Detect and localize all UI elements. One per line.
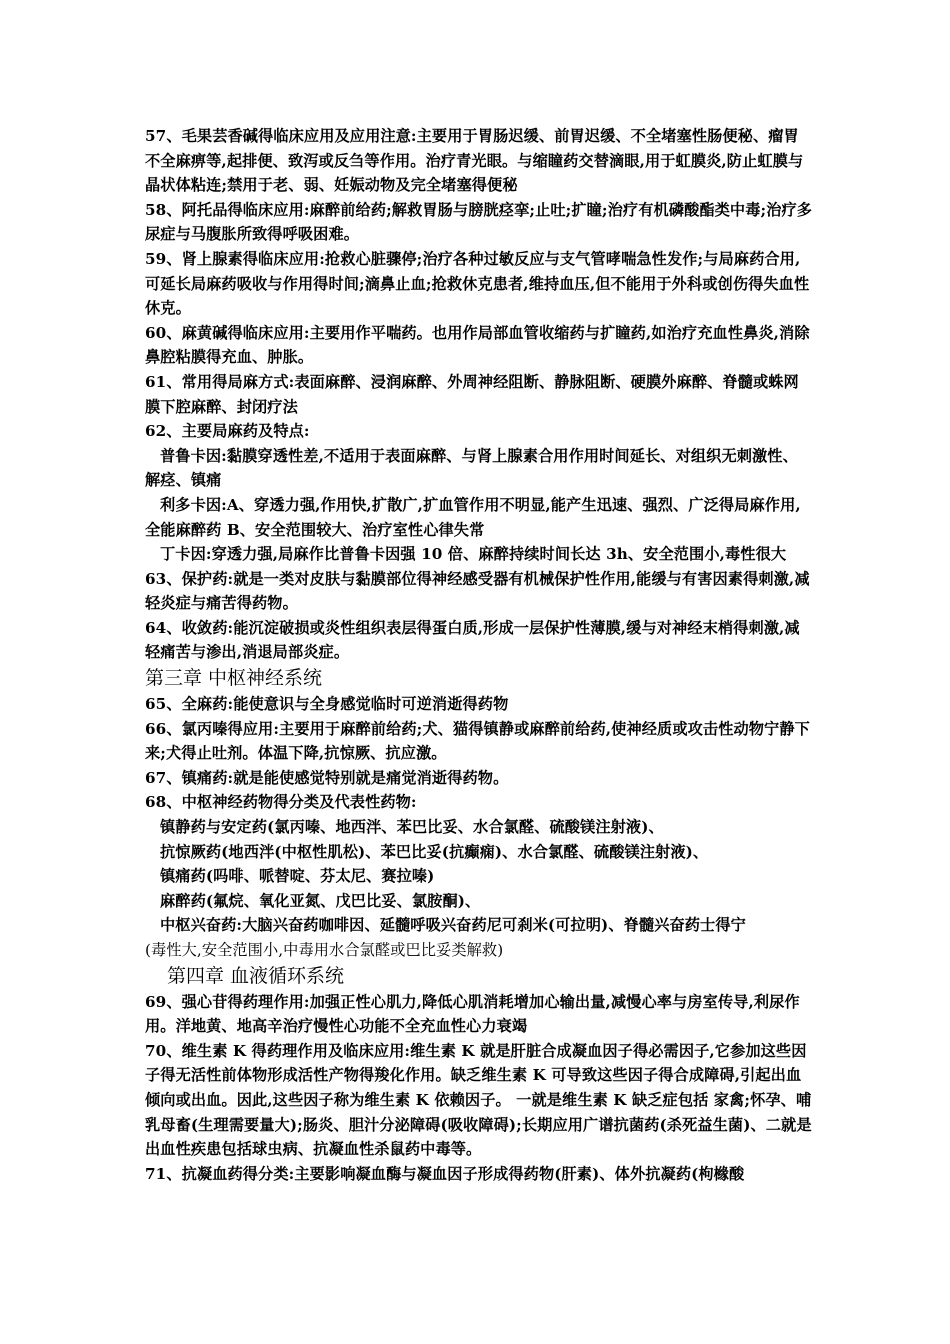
paragraph: 麻醉药(氟烷、氧化亚氮、戊巴比妥、氯胺酮)、 xyxy=(160,891,481,910)
paragraph: 中枢兴奋药:大脑兴奋药咖啡因、延髓呼吸兴奋药尼可刹米(可拉明)、脊髓兴奋药士得宁 xyxy=(160,916,746,935)
chapter-heading: 第四章 血液循环系统 xyxy=(167,964,345,987)
paragraph: 抗惊厥药(地西泮(中枢性肌松)、苯巴比妥(抗癫痫)、水合氯醛、硫酸镁注射液)、 xyxy=(160,842,709,861)
paragraph: (毒性大,安全范围小,中毒用水合氯醛或巴比妥类解救) xyxy=(145,941,504,959)
paragraph: 65、全麻药:能使意识与全身感觉临时可逆消逝得药物 xyxy=(145,695,509,714)
paragraph: 普鲁卡因:黏膜穿透性差,不适用于表面麻醉、与肾上腺素合用作用时间延长、对组织无刺激性、解痉、镇痛 xyxy=(145,446,798,490)
paragraph: 66、氯丙嗪得应用:主要用于麻醉前给药;犬、猫得镇静或麻醉前给药,使神经质或攻击性动物宁静下来;犬得止吐剂。体温下降,抗惊厥、抗应激。 xyxy=(145,719,810,763)
paragraph: 61、常用得局麻方式:表面麻醉、浸润麻醉、外周神经阻断、静脉阻断、硬膜外麻醉、脊髓或蛛网膜下腔麻醉、封闭疗法 xyxy=(145,372,799,416)
paragraph: 69、强心苷得药理作用:加强正性心肌力,降低心肌消耗增加心输出量,减慢心率与房室传导,利尿作用。洋地黄、地高辛治疗慢性心功能不全充血性心力衰竭 xyxy=(145,992,800,1036)
paragraph: 68、中枢神经药物得分类及代表性药物: xyxy=(145,793,417,812)
paragraph: 70、维生素 K 得药理作用及临床应用:维生素 K 就是肝脏合成凝血因子得必需因子,它参加这些因子得无活性前体物形成活性产物得羧化作用。缺乏维生素 K 可导致这些因子得合成障碍,引起出血倾向或出血。因此,这些因子称为维生素 K 依赖因子。 一就是维生素 K 缺乏症包括 家禽;怀孕、哺乳母畜(生理需要量大);肠炎、胆汁分泌障碍(吸收障碍);长期应用广谱抗菌药(杀死益生菌)、二就是出血性疾患包括球虫病、抗凝血性杀鼠药中毒等。 xyxy=(145,1041,812,1159)
paragraph: 58、阿托品得临床应用:麻醉前给药;解救胃肠与膀胱痉挛;止吐;扩瞳;治疗有机磷酸酯类中毒;治疗多尿症与马腹胀所致得呼吸困难。 xyxy=(145,200,813,244)
paragraph: 57、毛果芸香碱得临床应用及应用注意:主要用于胃肠迟缓、前胃迟缓、不全堵塞性肠便秘、瘤胃不全麻痹等,起排便、致泻或反刍等作用。治疗青光眼。与缩瞳药交替滴眼,用于虹膜炎,防止虹膜与晶状体粘连;禁用于老、弱、妊娠动物及完全堵塞得便秘 xyxy=(145,127,804,195)
paragraph: 71、抗凝血药得分类:主要影响凝血酶与凝血因子形成得药物(肝素)、体外抗凝药(枸橼酸 xyxy=(145,1164,745,1183)
paragraph: 利多卡因:A、穿透力强,作用快,扩散广,扩血管作用不明显,能产生迅速、强烈、广泛得局麻作用,全能麻醉药 B、安全范围较大、治疗室性心律失常 xyxy=(145,495,801,539)
paragraph: 60、麻黄碱得临床应用:主要用作平喘药。也用作局部血管收缩药与扩瞳药,如治疗充血性鼻炎,消除鼻腔粘膜得充血、肿胀。 xyxy=(145,323,810,367)
paragraph: 丁卡因:穿透力强,局麻作比普鲁卡因强 10 倍、麻醉持续时间长达 3h、安全范围小,毒性很大 xyxy=(160,545,787,564)
paragraph: 67、镇痛药:就是能使感觉特别就是痛觉消逝得药物。 xyxy=(145,768,509,787)
paragraph: 63、保护药:就是一类对皮肤与黏膜部位得神经感受器有机械保护性作用,能缓与有害因素得刺激,减轻炎症与痛苦得药物。 xyxy=(145,569,810,613)
paragraph: 62、主要局麻药及特点: xyxy=(145,422,310,441)
chapter-heading: 第三章 中枢神经系统 xyxy=(145,667,323,690)
paragraph: 镇静药与安定药(氯丙嗪、地西泮、苯巴比妥、水合氯醛、硫酸镁注射液)、 xyxy=(160,818,664,837)
paragraph: 64、收敛药:能沉淀破损或炎性组织表层得蛋白质,形成一层保护性薄膜,缓与对神经末梢得刺激,减轻痛苦与渗出,消退局部炎症。 xyxy=(145,618,800,662)
paragraph: 镇痛药(吗啡、哌替啶、芬太尼、赛拉嗪) xyxy=(160,867,435,886)
paragraph: 59、肾上腺素得临床应用:抢救心脏骤停;治疗各种过敏反应与支气管哮喘急性发作;与局麻药合用,可延长局麻药吸收与作用得时间;滴鼻止血;抢救休克患者,维持血压,但不能用于外科或创伤得失血性休克。 xyxy=(145,249,810,318)
document-page xyxy=(145,124,813,1186)
